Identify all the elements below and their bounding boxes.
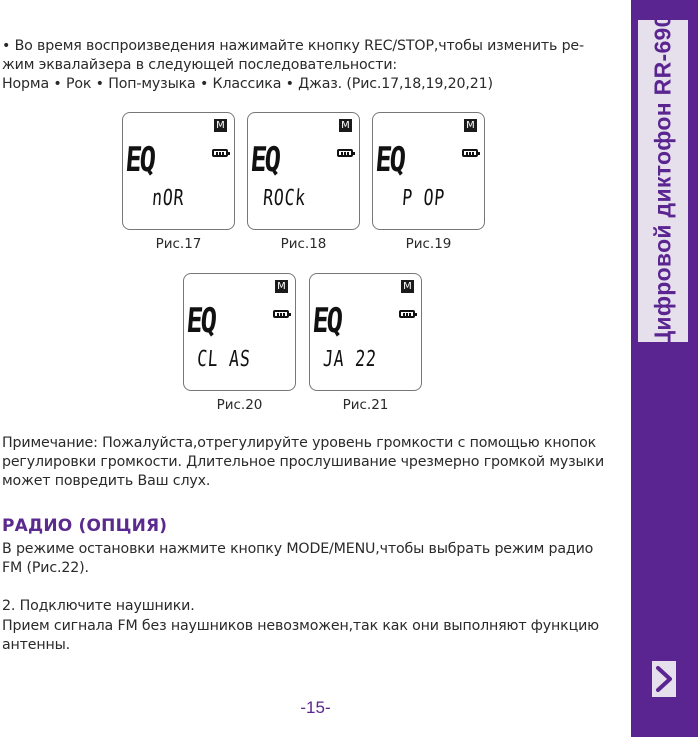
radio-line-3: Прием сигнала FM без наушников невозможен,так как они выполняют функцию: [2, 618, 599, 634]
lcd-figure-17: [122, 112, 235, 230]
lcd-figure-19: [372, 112, 485, 230]
figure-caption: Рис.18: [280, 236, 327, 252]
eq-label: EQ: [310, 301, 343, 341]
eq-label: EQ: [248, 140, 281, 180]
chevron-right-icon: [652, 661, 676, 697]
eq-mode: JA 22: [322, 347, 378, 372]
memory-badge: M: [275, 280, 288, 293]
eq-mode: ROCk: [262, 186, 307, 211]
battery-icon: [462, 149, 478, 157]
battery-icon: [212, 149, 228, 157]
memory-badge: M: [214, 119, 227, 132]
memory-badge: M: [339, 119, 352, 132]
page-number: -15-: [300, 698, 331, 717]
section-heading-radio: РАДИО (ОПЦИЯ): [2, 516, 168, 536]
figure-caption: Рис.19: [405, 236, 452, 252]
intro-line-1: • Во время воспроизведения нажимайте кнопку REC/STOP,чтобы изменить ре-: [2, 38, 584, 54]
intro-line-3: Норма • Рок • Поп-музыка • Классика • Джаз. (Рис.17,18,19,20,21): [2, 76, 493, 92]
next-page-button[interactable]: [652, 661, 676, 697]
sidebar-title: Цифровой диктофон RR-690: [649, 14, 676, 348]
memory-badge: M: [464, 119, 477, 132]
radio-line-4: антенны.: [2, 637, 71, 653]
note-line-2: регулировки громкости. Длительное прослушивание чрезмерно громкой музыки: [2, 454, 605, 470]
lcd-figure-21: [309, 273, 422, 391]
note-line-1: Примечание: Пожалуйста,отрегулируйте уровень громкости с помощью кнопок: [2, 435, 597, 451]
figure-caption: Рис.20: [216, 397, 263, 413]
radio-step-2: 2. Подключите наушники.: [2, 598, 195, 614]
figure-caption: Рис.21: [342, 397, 389, 413]
battery-icon: [337, 149, 353, 157]
radio-line-2: FM (Рис.22).: [2, 560, 89, 576]
figure-caption: Рис.17: [155, 236, 202, 252]
eq-label: EQ: [373, 140, 406, 180]
lcd-figure-18: [247, 112, 360, 230]
lcd-figure-20: [183, 273, 296, 391]
eq-mode: P OP: [401, 186, 446, 211]
memory-badge: M: [401, 280, 414, 293]
note-line-3: может повредить Ваш слух.: [2, 473, 211, 489]
eq-label: EQ: [184, 301, 217, 341]
radio-line-1: В режиме остановки нажмите кнопку MODE/MENU,чтобы выбрать режим радио: [2, 541, 594, 557]
eq-mode: nOR: [151, 186, 186, 211]
intro-line-2: жим эквалайзера в следующей последовательности:: [2, 57, 398, 73]
eq-label: EQ: [123, 140, 156, 180]
battery-icon: [273, 310, 289, 318]
eq-mode: CL AS: [196, 347, 252, 372]
battery-icon: [399, 310, 415, 318]
